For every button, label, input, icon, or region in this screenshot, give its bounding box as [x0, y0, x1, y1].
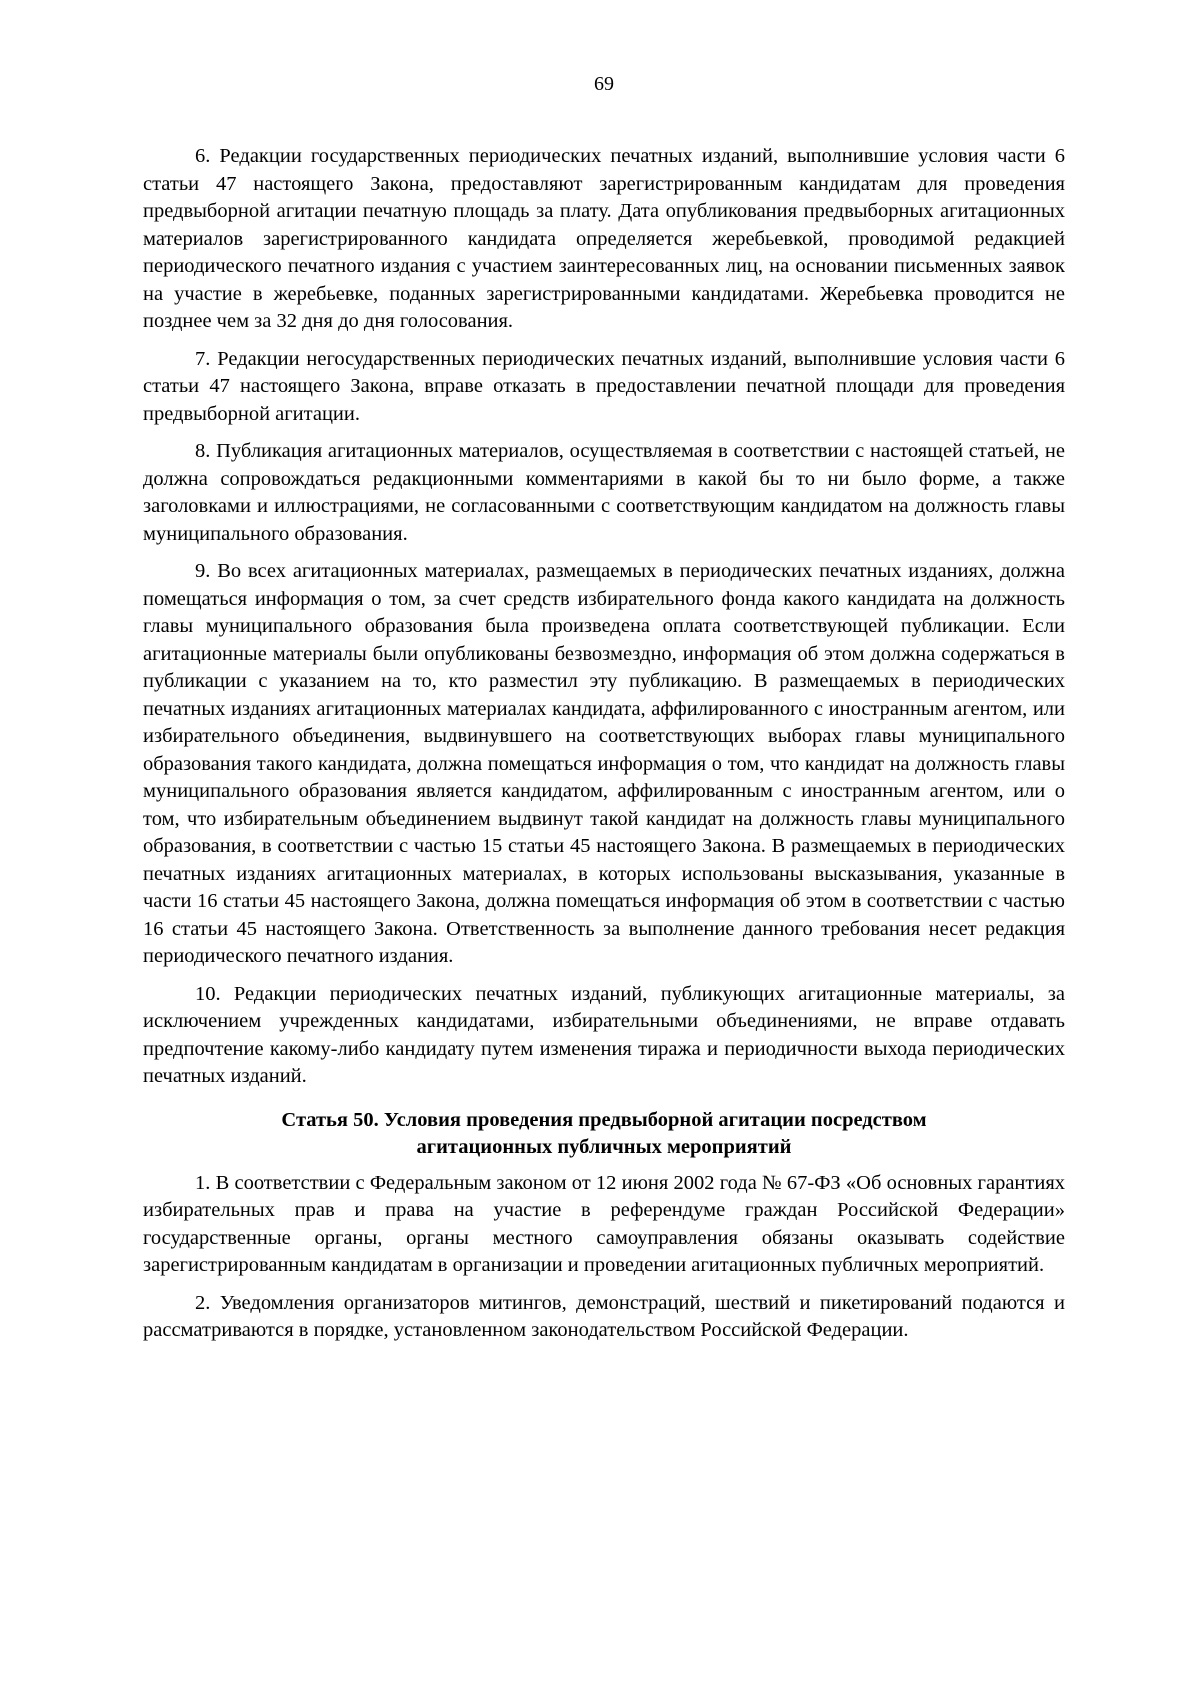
paragraph-9: 9. Во всех агитационных материалах, размещаемых в периодических печатных изданиях, должна помещаться информация о том, за счет средств избирательного фонда какого кандидата на должность главы муниципального образования была произведена оплата соответствующей публикации. Если агитационные материалы были опубликованы безвозмездно, информация об этом должна содержаться в публикации с указанием на то, кто разместил эту публикацию. В размещаемых в периодических печатных изданиях агитационных материалах кандидата, аффилированного с иностранным агентом, или избирательного объединения, выдвинувшего на соответствующих выборах главы муниципального образования такого кандидата, должна помещаться информация о том, что кандидат на должность главы муниципального образования является кандидатом, аффилированным с иностранным агентом, или о том, что избирательным объединением выдвинут такой кандидат на должность главы муниципального образования, в соответствии с частью 15 статьи 45 настоящего Закона. В размещаемых в периодических печатных изданиях агитационных материалах, в которых использованы высказывания, указанные в части 16 статьи 45 настоящего Закона, должна помещаться информация об этом в соответствии с частью 16 статьи 45 настоящего Закона. Ответственность за выполнение данного требования несет редакция периодического печатного издания. — [143, 560, 1065, 967]
paragraph-8: 8. Публикация агитационных материалов, осуществляемая в соответствии с настоящей статьей, не должна сопровождаться редакционными комментариями в какой бы то ни было форме, а также заголовками и иллюстрациями, не согласованными с соответствующим кандидатом на должность главы муниципального образования. — [143, 440, 1065, 545]
article-50-paragraph-1: 1. В соответствии с Федеральным законом от 12 июня 2002 года № 67-ФЗ «Об основных гарантиях избирательных прав и права на участие в референдуме граждан Российской Федерации» государственные органы, органы местного самоуправления обязаны оказывать содействие зарегистрированным кандидатам в организации и проведении агитационных публичных мероприятий. — [143, 1171, 1065, 1276]
article-50-paragraph-2: 2. Уведомления организаторов митингов, демонстраций, шествий и пикетирований подаются и рассматриваются в порядке, установленном законодательством Российской Федерации. — [143, 1291, 1065, 1341]
document-body — [143, 143, 1065, 1355]
article-heading-line-2: агитационных публичных мероприятий — [416, 1135, 792, 1158]
paragraph-7: 7. Редакции негосударственных периодических печатных изданий, выполнившие условия части 6 статьи 47 настоящего Закона, вправе отказать в предоставлении печатной площади для проведения предвыборной агитации. — [143, 347, 1065, 425]
article-heading — [143, 1107, 1065, 1161]
document-page — [143, 0, 1065, 1697]
page-number: 69 — [594, 73, 614, 95]
paragraph-6: 6. Редакции государственных периодических печатных изданий, выполнившие условия части 6 статьи 47 настоящего Закона, предоставляют зарегистрированным кандидатам для проведения предвыборной агитации печатную площадь за плату. Дата опубликования предвыборных агитационных материалов зарегистрированного кандидата определяется жеребьевкой, проводимой редакцией периодического печатного издания с участием заинтересованных лиц, на основании письменных заявок на участие в жеребьевке, поданных зарегистрированными кандидатами. Жеребьевка проводится не позднее чем за 32 дня до дня голосования. — [143, 145, 1065, 332]
article-heading-line-1: Статья 50. Условия проведения предвыборной агитации посредством — [281, 1108, 927, 1131]
paragraph-10: 10. Редакции периодических печатных изданий, публикующих агитационные материалы, за исключением учрежденных кандидатами, избирательными объединениями, не вправе отдавать предпочтение какому-либо кандидату путем изменения тиража и периодичности выхода периодических печатных изданий. — [143, 982, 1065, 1087]
